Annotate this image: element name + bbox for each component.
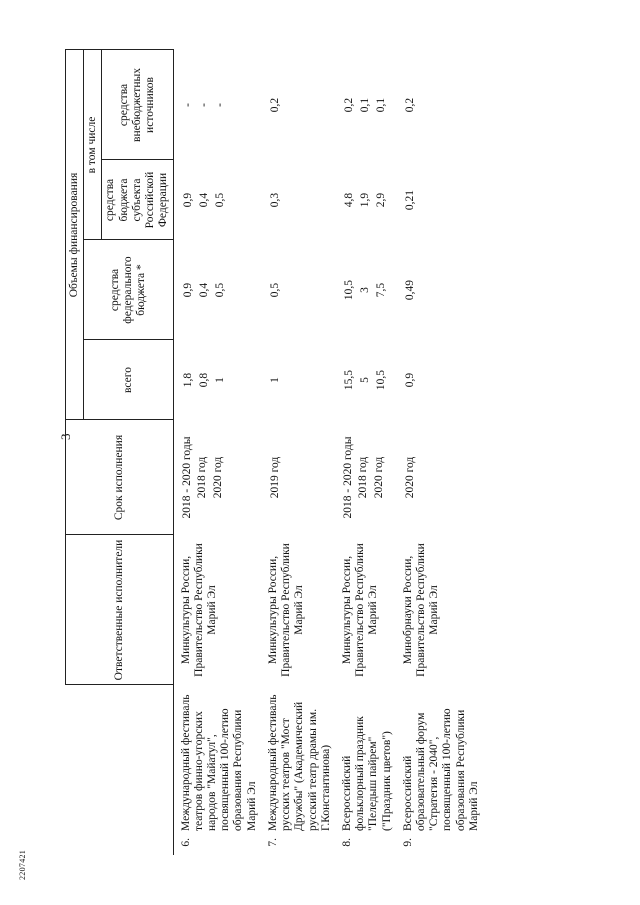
cell-extra (261, 50, 335, 160)
term-value: 2018 год (195, 456, 208, 499)
funding-table (65, 50, 483, 856)
event-name: Всероссийский фольклорный праздник "Пеледыш пайрем" ("Праздник цветов") (340, 716, 393, 831)
cell-total (261, 340, 335, 420)
cell-extra (335, 50, 396, 160)
cell-regional (335, 160, 396, 240)
cell-total (335, 340, 396, 420)
document-code: 2207421 (18, 849, 27, 880)
total-value: 15,5 (342, 369, 355, 391)
term-value: 2018 - 2020 годы (180, 436, 193, 519)
federal-value: 0,9 (181, 282, 194, 298)
table-row (261, 50, 335, 855)
responsible-executors: Минкультуры России, Правительство Республики Марий Эл (340, 543, 380, 677)
term-value: 2020 год (211, 456, 224, 499)
cell-extra (173, 50, 261, 160)
regional-value: 4,8 (342, 192, 355, 208)
page-number: 3 (58, 433, 73, 440)
term-value: 2018 - 2020 годы (341, 436, 354, 519)
event-name: Международный фестиваль русских театров "Мост Дружбы" (Академический русский театр драмы им. Г.Константинова) (266, 694, 332, 831)
row-number: 9. (401, 838, 414, 847)
cell-term (261, 420, 335, 535)
regional-value: 2,9 (374, 192, 387, 208)
term-value: 2020 год (372, 456, 385, 499)
funding-table-container (65, 50, 605, 855)
federal-value: 0,5 (268, 282, 281, 298)
header-responsible: Ответственные исполнители (66, 535, 174, 685)
cell-total (396, 340, 483, 420)
extra-value: - (181, 103, 194, 107)
header-total: всего (84, 340, 173, 420)
term-value: 2018 год (356, 456, 369, 499)
federal-value: 0,5 (213, 282, 226, 298)
event-name: Международный фестиваль театров финно-угорских народов "Майатул", посвященный 100-летию образования Республики Марий Эл (179, 694, 258, 831)
cell-regional (261, 160, 335, 240)
event-name: Всероссийский образовательный форум "Стратегия - 2040", посвященный 100-летию образования Республики Марий Эл (401, 708, 480, 831)
regional-value: 0,9 (181, 192, 194, 208)
table-row (335, 50, 396, 855)
total-value: 1,8 (181, 372, 194, 388)
extra-value: 0,2 (268, 97, 281, 113)
header-regional: средства бюджета субъекта Российской Федерации (102, 160, 173, 240)
table-row (173, 50, 261, 855)
row-number: 6. (179, 838, 192, 847)
header-empty-cell (66, 685, 174, 855)
row-number: 8. (340, 838, 353, 847)
row-number: 7. (266, 838, 279, 847)
cell-federal (173, 240, 261, 340)
total-value: 1 (213, 377, 226, 383)
federal-value: 3 (358, 287, 371, 293)
cell-federal (261, 240, 335, 340)
cell-extra (396, 50, 483, 160)
header-extrabudget: средства внебюджетных источников (102, 50, 173, 160)
responsible-executors: Минкультуры России, Правительство Республики Марий Эл (179, 543, 218, 677)
regional-value: 0,4 (197, 192, 210, 208)
federal-value: 0,4 (197, 282, 210, 298)
header-funding: Объемы финансирования (66, 50, 84, 420)
responsible-executors: Минкультуры России, Правительство Республики Марий Эл (266, 543, 306, 677)
term-value: 2019 год (268, 456, 281, 499)
cell-regional (173, 160, 261, 240)
header-term: Срок исполнения (66, 420, 174, 535)
total-value: 0,8 (197, 372, 210, 388)
total-value: 5 (358, 377, 371, 383)
term-value: 2020 год (403, 456, 416, 499)
extra-value: 0,2 (342, 97, 355, 113)
extra-value: 0,2 (403, 97, 416, 113)
federal-value: 7,5 (374, 282, 387, 298)
total-value: 0,9 (403, 372, 416, 388)
federal-value: 0,49 (403, 279, 416, 301)
header-including: в том числе (84, 50, 102, 240)
cell-federal (396, 240, 483, 340)
regional-value: 1,9 (358, 192, 371, 208)
regional-value: 0,21 (403, 189, 416, 211)
header-federal: средства федерального бюджета * (84, 240, 173, 340)
total-value: 10,5 (374, 369, 387, 391)
regional-value: 0,3 (268, 192, 281, 208)
cell-term (335, 420, 396, 535)
extra-value: 0,1 (358, 97, 371, 113)
extra-value: 0,1 (374, 97, 387, 113)
total-value: 1 (268, 377, 281, 383)
table-row (396, 50, 483, 855)
extra-value: - (197, 103, 210, 107)
cell-federal (335, 240, 396, 340)
cell-term (173, 420, 261, 535)
cell-total (173, 340, 261, 420)
table-body (173, 50, 483, 855)
cell-term (396, 420, 483, 535)
extra-value: - (213, 103, 226, 107)
responsible-executors: Минобрнауки России, Правительство Республики Марий Эл (401, 543, 441, 677)
regional-value: 0,5 (213, 192, 226, 208)
federal-value: 10,5 (342, 279, 355, 301)
cell-regional (396, 160, 483, 240)
